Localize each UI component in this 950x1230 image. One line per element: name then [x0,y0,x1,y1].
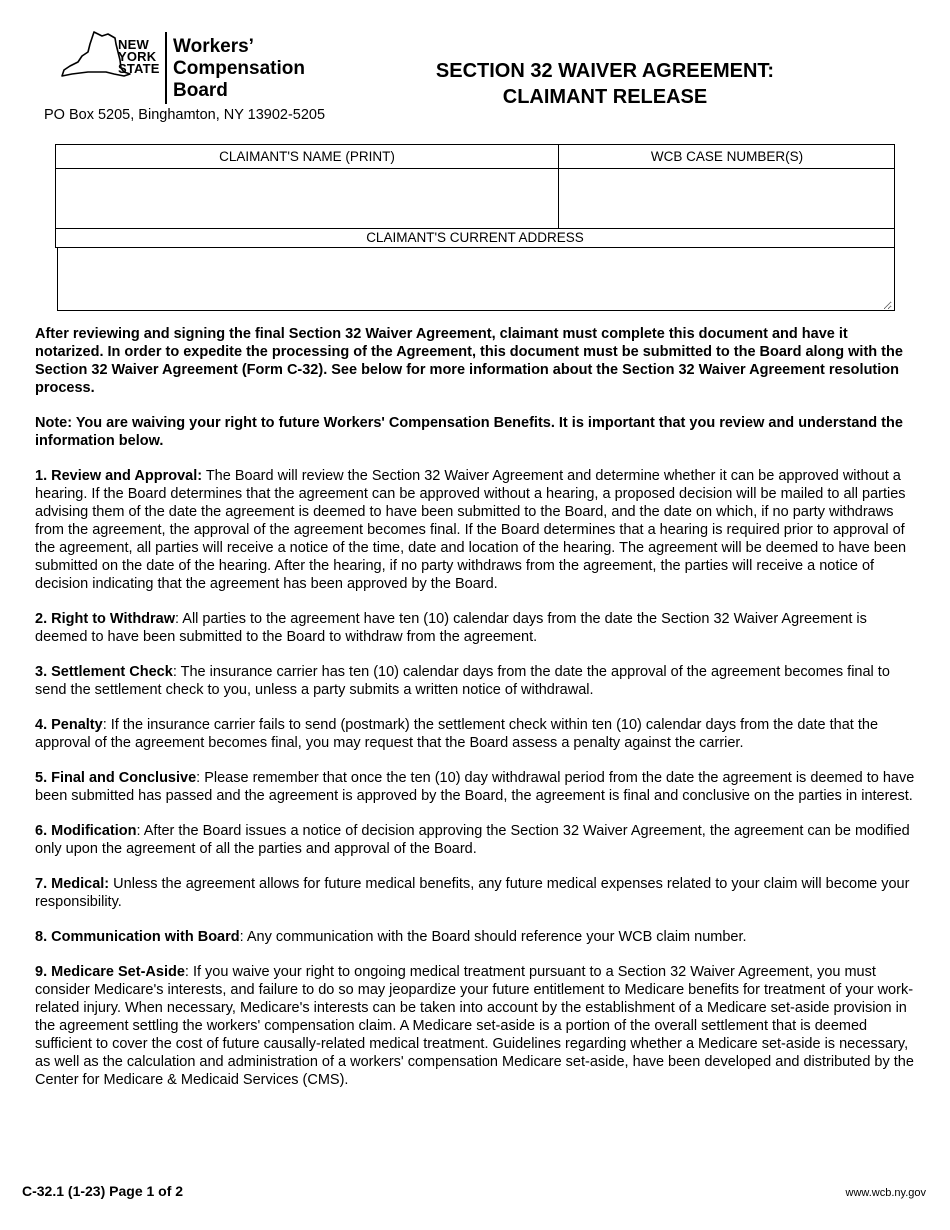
claimant-address-box [57,247,895,311]
section-text: : If the insurance carrier fails to send (postmark) the settlement check within ten (10) calendar days from the date that the approval of the agreement becomes final, you may request that the Board assess a penalty against the carrier. [35,717,879,751]
instructions-body [35,325,917,1106]
form-page-id: C-32.1 (1-23) Page 1 of 2 [22,1183,184,1199]
section-penalty [35,716,917,752]
section-heading: 8. Communication with Board [35,929,240,945]
form-title [390,58,820,110]
section-text: : After the Board issues a notice of decision approving the Section 32 Waiver Agreement, the agreement can be modified only upon the agreement of all the parties and approval of the Board. [35,823,910,857]
waiver-note: Note: You are waiving your right to future Workers' Compensation Benefits. It is important that you review and understand the information below. [35,415,903,449]
form-title-line-2: CLAIMANT RELEASE [502,86,708,108]
section-heading: 7. Medical: [35,876,110,892]
section-heading: 2. Right to Withdraw [35,611,176,627]
section-heading: 5. Final and Conclusive [35,770,197,786]
section-heading: 1. Review and Approval: [35,468,203,484]
logo-org-text: Workers’ Compensation Board [173,36,305,101]
claimant-address-label: CLAIMANT'S CURRENT ADDRESS [366,230,584,245]
intro-paragraph: After reviewing and signing the final Section 32 Waiver Agreement, claimant must complete this document and have it notarized. In order to expedite the processing of the Agreement, this document must be submitted to the Board along with the Section 32 Waiver Agreement (Form C-32). See below for more information about the Section 32 Waiver Agreement resolution process. [35,326,903,396]
logo-divider [165,32,167,104]
wcb-logo [58,30,318,104]
website-link[interactable]: www.wcb.ny.gov [845,1187,926,1199]
section-text: : The insurance carrier has ten (10) calendar days from the date the approval of the agreement becomes final to send the settlement check to you, unless a party submits a written notice of withdrawal. [35,664,890,698]
table-divider [56,168,894,169]
section-communication [35,928,917,946]
claimant-address-field[interactable] [62,252,892,310]
section-final-conclusive [35,769,917,805]
case-number-field[interactable] [563,173,895,225]
section-heading: 3. Settlement Check [35,664,173,680]
table-divider [56,228,894,229]
logo-state-text: NEW YORK STATE [118,37,160,76]
section-modification [35,822,917,858]
case-number-label: WCB CASE NUMBER(S) [650,149,804,164]
section-medicare-set-aside [35,963,917,1089]
section-right-to-withdraw [35,610,917,646]
board-address: PO Box 5205, Binghamton, NY 13902-5205 [44,107,326,123]
section-review-approval [35,467,917,593]
section-text: Unless the agreement allows for future medical benefits, any future medical expenses related to your claim will become your responsibility. [35,876,910,910]
section-medical [35,875,917,911]
section-text: The Board will review the Section 32 Waiver Agreement and determine whether it can be approved without a hearing. If the Board determines that the agreement can be approved without a hearing, a proposed decision will be mailed to all parties advising them of the date the agreement is deemed to have been submitted to the Board, and the date on which, if no party withdraws from the agreement, the approval of the agreement becomes final. If the Board determines that a hearing is required prior to approval of the agreement, all parties will receive a notice of the time, date and location of the hearing. The agreement will be deemed to have been submitted on the date of the hearing. After the hearing, if no party withdraws from the agreement, the parties will receive a notice of decision indicating that the agreement has been approved by the Board. [35,468,907,592]
section-text: : Any communication with the Board should reference your WCB claim number. [239,929,747,945]
claimant-info-table [55,144,895,248]
claimant-name-field[interactable] [60,173,558,225]
claimant-name-label: CLAIMANT'S NAME (PRINT) [219,149,395,164]
form-title-line-1: SECTION 32 WAIVER AGREEMENT: [435,60,775,82]
section-settlement-check [35,663,917,699]
section-heading: 9. Medicare Set-Aside [35,964,185,980]
section-text: : All parties to the agreement have ten (10) calendar days from the date the Section 32 Waiver Agreement is deemed to have been submitted to the Board to withdraw from the agreement. [35,611,867,645]
section-heading: 6. Modification [35,823,137,839]
section-heading: 4. Penalty [35,717,103,733]
section-text: : Please remember that once the ten (10) day withdrawal period from the date the agreement is deemed to have been submitted has passed and the agreement is approved by the Board, the agreement is final and conclusive on the parties in interest. [35,770,915,804]
section-text: : If you waive your right to ongoing medical treatment pursuant to a Section 32 Waiver Agreement, you must consider Medicare's interests, and failure to do so may jeopardize your future entitlement to Medicare benefits for treatment of your work-related injury. When necessary, Medicare's interests can be taken into account by the establishment of a Medicare set-aside provision in the agreement settling the workers' compensation claim. A Medicare set-aside is a portion of the overall settlement that is deemed sufficient to cover the cost of future causally-related medical treatment. Guidelines regarding whether a Medicare set-aside is necessary, as well as the calculation and administration of a workers' compensation Medicare set-aside, have been developed and distributed by the Center for Medicare & Medicaid Services (CMS). [35,964,914,1088]
